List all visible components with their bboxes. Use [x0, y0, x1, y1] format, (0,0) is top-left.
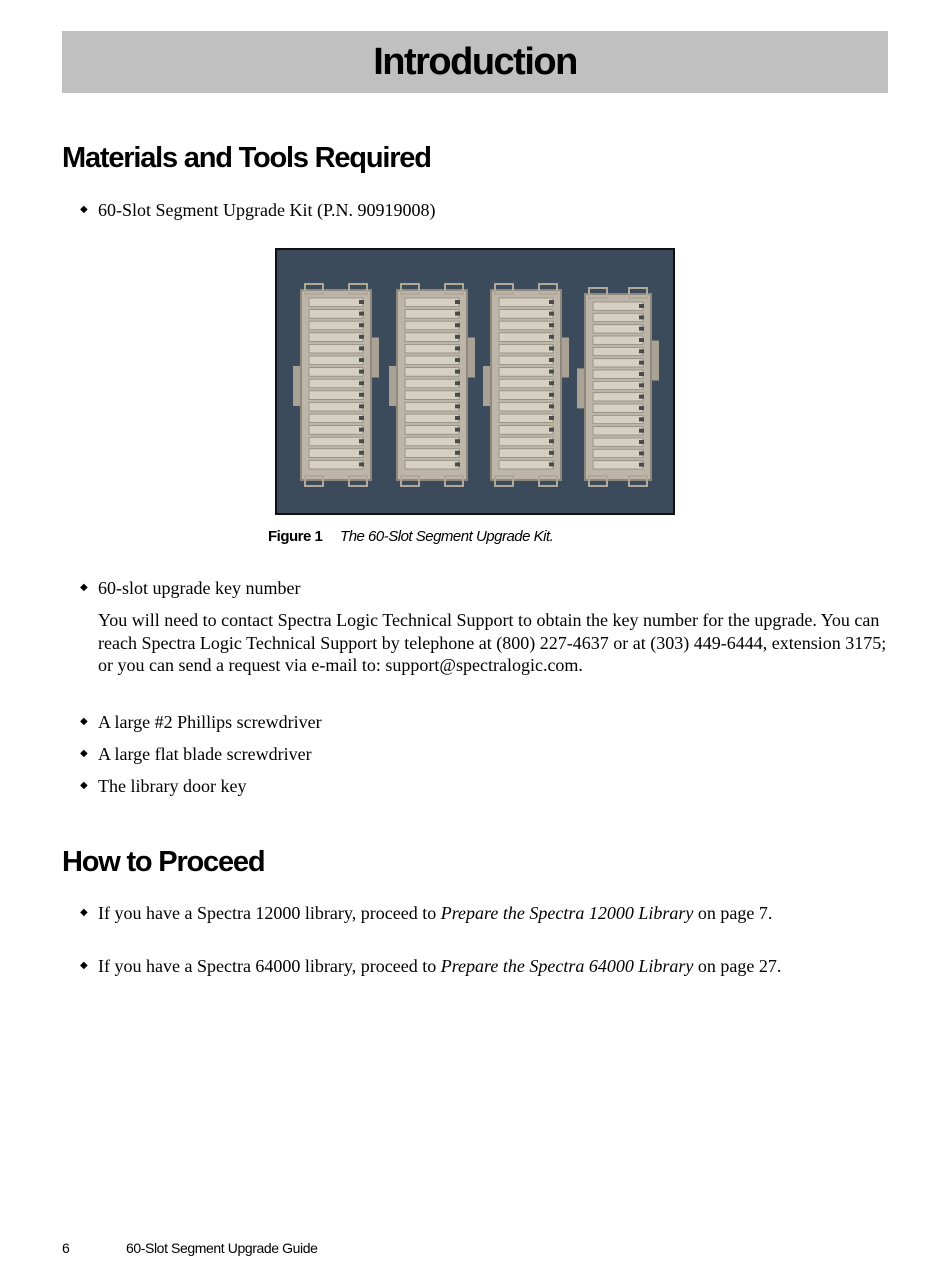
list-item-text: 60-slot upgrade key number: [98, 578, 301, 598]
bullet-diamond-icon: ◆: [80, 716, 88, 727]
guide-title: 60-Slot Segment Upgrade Guide: [126, 1240, 318, 1256]
bullet-diamond-icon: ◆: [80, 748, 88, 759]
proceed-heading: How to Proceed: [62, 846, 265, 878]
item-text-before: If you have a Spectra 64000 library, proceed to: [98, 956, 441, 976]
bullet-diamond-icon: ◆: [80, 780, 88, 791]
list-item-text: A large #2 Phillips screwdriver: [98, 712, 322, 732]
item-text-after: on page 7.: [693, 903, 773, 923]
bullet-diamond-icon: ◆: [80, 582, 88, 593]
page-title: Introduction: [373, 40, 577, 83]
item-text-before: If you have a Spectra 12000 library, proceed to: [98, 903, 441, 923]
list-item-phillips: [80, 711, 884, 734]
list-item-text: The library door key: [98, 776, 247, 796]
slot-tray-4: [577, 288, 659, 486]
figure-label: Figure 1: [268, 528, 323, 545]
page-title-bar: [62, 31, 888, 93]
list-item-spectra-12000: [80, 902, 884, 925]
list-item-flat-blade: [80, 743, 884, 766]
slot-tray-1: [293, 284, 379, 486]
materials-heading: Materials and Tools Required: [62, 142, 431, 174]
upgrade-kit-photo: [275, 248, 675, 515]
bullet-diamond-icon: ◆: [80, 907, 88, 918]
slot-tray-2: [389, 284, 475, 486]
list-item-spectra-64000: [80, 955, 884, 978]
key-number-paragraph: You will need to contact Spectra Logic Technical Support to obtain the key number for the upgrade. You can reach Spectra Logic Technical Support by telephone at (800) 227-4637 or at (303) 449-6444, extension 3175; or you can send a request via e-mail to: support@spectralogic.com.: [98, 610, 887, 675]
list-item-door-key: [80, 775, 884, 798]
slot-tray-3: [483, 284, 569, 486]
list-item-key-number: [80, 577, 884, 600]
slot-trays-image: [277, 250, 673, 513]
cross-reference-link[interactable]: Prepare the Spectra 64000 Library: [440, 956, 694, 976]
bullet-diamond-icon: ◆: [80, 204, 88, 215]
page-number: 6: [62, 1240, 70, 1256]
bullet-diamond-icon: ◆: [80, 960, 88, 971]
list-item-text: 60-Slot Segment Upgrade Kit (P.N. 90919008): [98, 200, 436, 220]
cross-reference-link[interactable]: Prepare the Spectra 12000 Library: [440, 903, 694, 923]
list-item-text: A large flat blade screwdriver: [98, 744, 312, 764]
list-item-text: [80, 902, 884, 925]
figure-caption: [268, 528, 553, 545]
figure-caption-text: The 60-Slot Segment Upgrade Kit.: [340, 528, 554, 545]
list-item-text: [80, 955, 884, 978]
list-item-kit: [80, 199, 884, 222]
item-text-after: on page 27.: [693, 956, 782, 976]
